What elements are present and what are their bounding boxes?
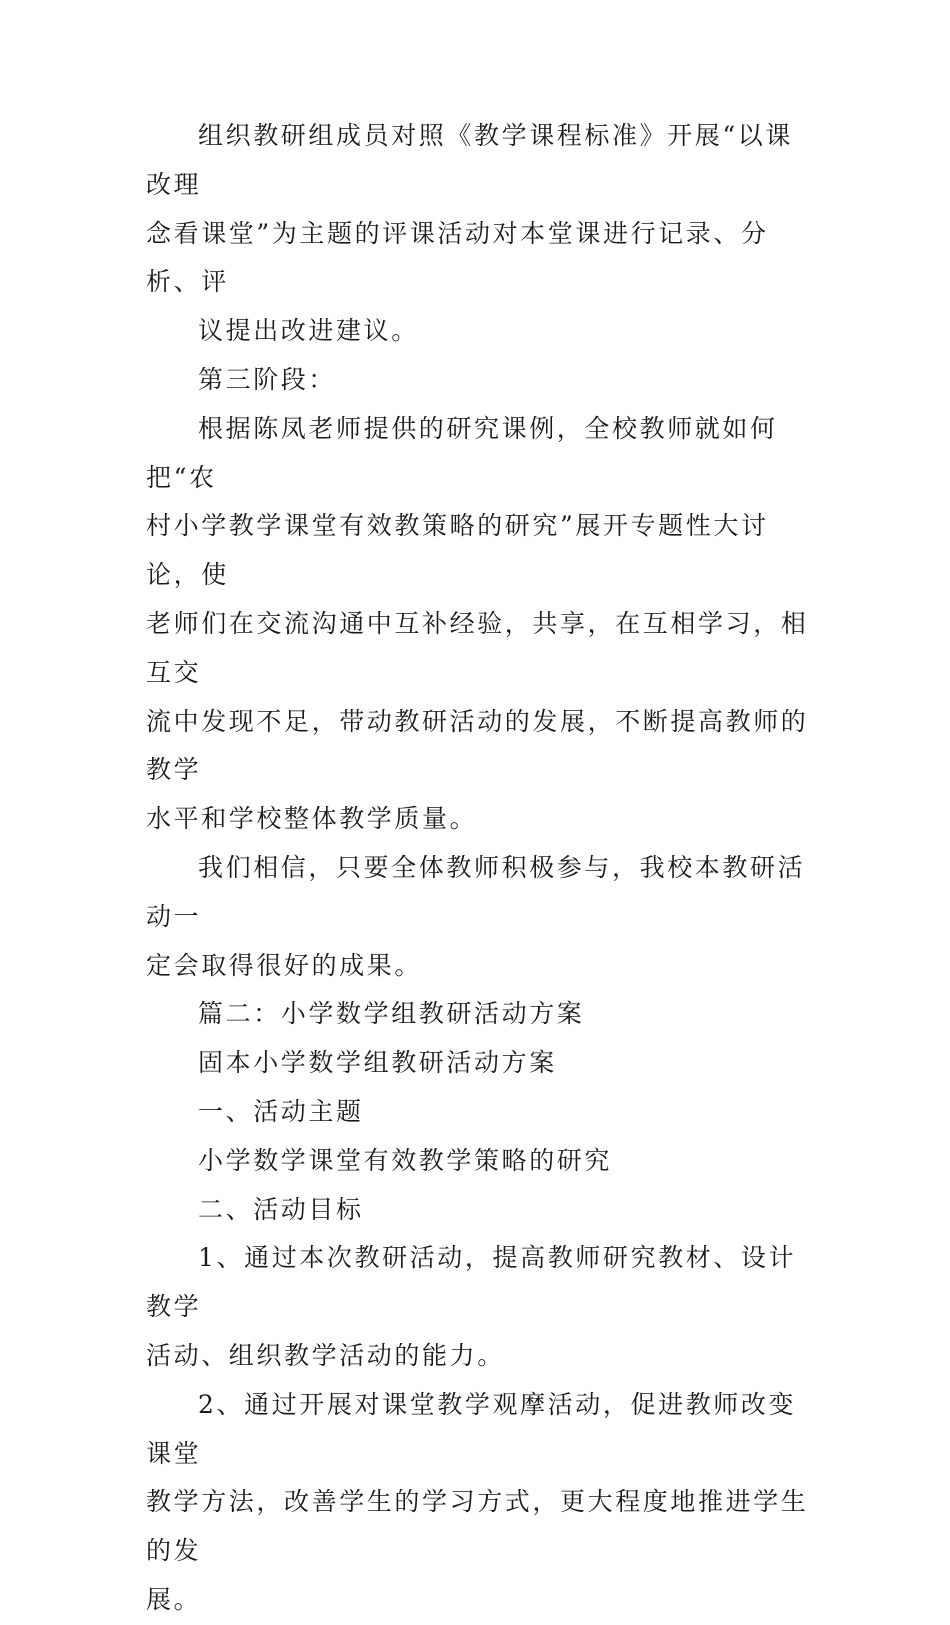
- line-6: 村小学教学课堂有效教策略的研究”展开专题性大讨论，使: [146, 511, 769, 590]
- line-21: 展。: [146, 1584, 202, 1614]
- line-3: 议提出改进建议。: [198, 316, 419, 346]
- line-8: 流中发现不足，带动教研活动的发展，不断提高教师的教学: [146, 706, 809, 785]
- document-body: [146, 112, 811, 1625]
- line-15: 小学数学课堂有效教学策略的研究: [198, 1145, 613, 1175]
- line-12: 篇二：小学数学组教研活动方案: [198, 999, 585, 1029]
- line-17: 1、通过本次教研活动，提高教师研究教材、设计教学: [146, 1243, 797, 1322]
- line-20: 教学方法，改善学生的学习方式，更大程度地推进学生的发: [146, 1487, 809, 1566]
- line-19: 2、通过开展对课堂教学观摩活动，促进教师改变课堂: [146, 1389, 797, 1468]
- line-7: 老师们在交流沟通中互补经验，共享，在互相学习，相互交: [146, 608, 809, 687]
- line-14: 一、活动主题: [198, 1096, 364, 1126]
- line-5: 根据陈凤老师提供的研究课例，全校教师就如何把“农: [146, 413, 778, 492]
- line-13: 固本小学数学组教研活动方案: [198, 1048, 557, 1078]
- line-9: 水平和学校整体教学质量。: [146, 804, 478, 834]
- line-4: 第三阶段：: [198, 364, 337, 394]
- line-16: 二、活动目标: [198, 1194, 364, 1224]
- line-2: 念看课堂”为主题的评课活动对本堂课进行记录、分析、评: [146, 218, 769, 297]
- line-18: 活动、组织教学活动的能力。: [146, 1340, 505, 1370]
- line-1: 组织教研组成员对照《教学课程标准》开展“以课改理: [146, 121, 793, 199]
- line-10: 我们相信，只要全体教师积极参与，我校本教研活动一: [146, 852, 806, 931]
- line-11: 定会取得很好的成果。: [146, 950, 423, 980]
